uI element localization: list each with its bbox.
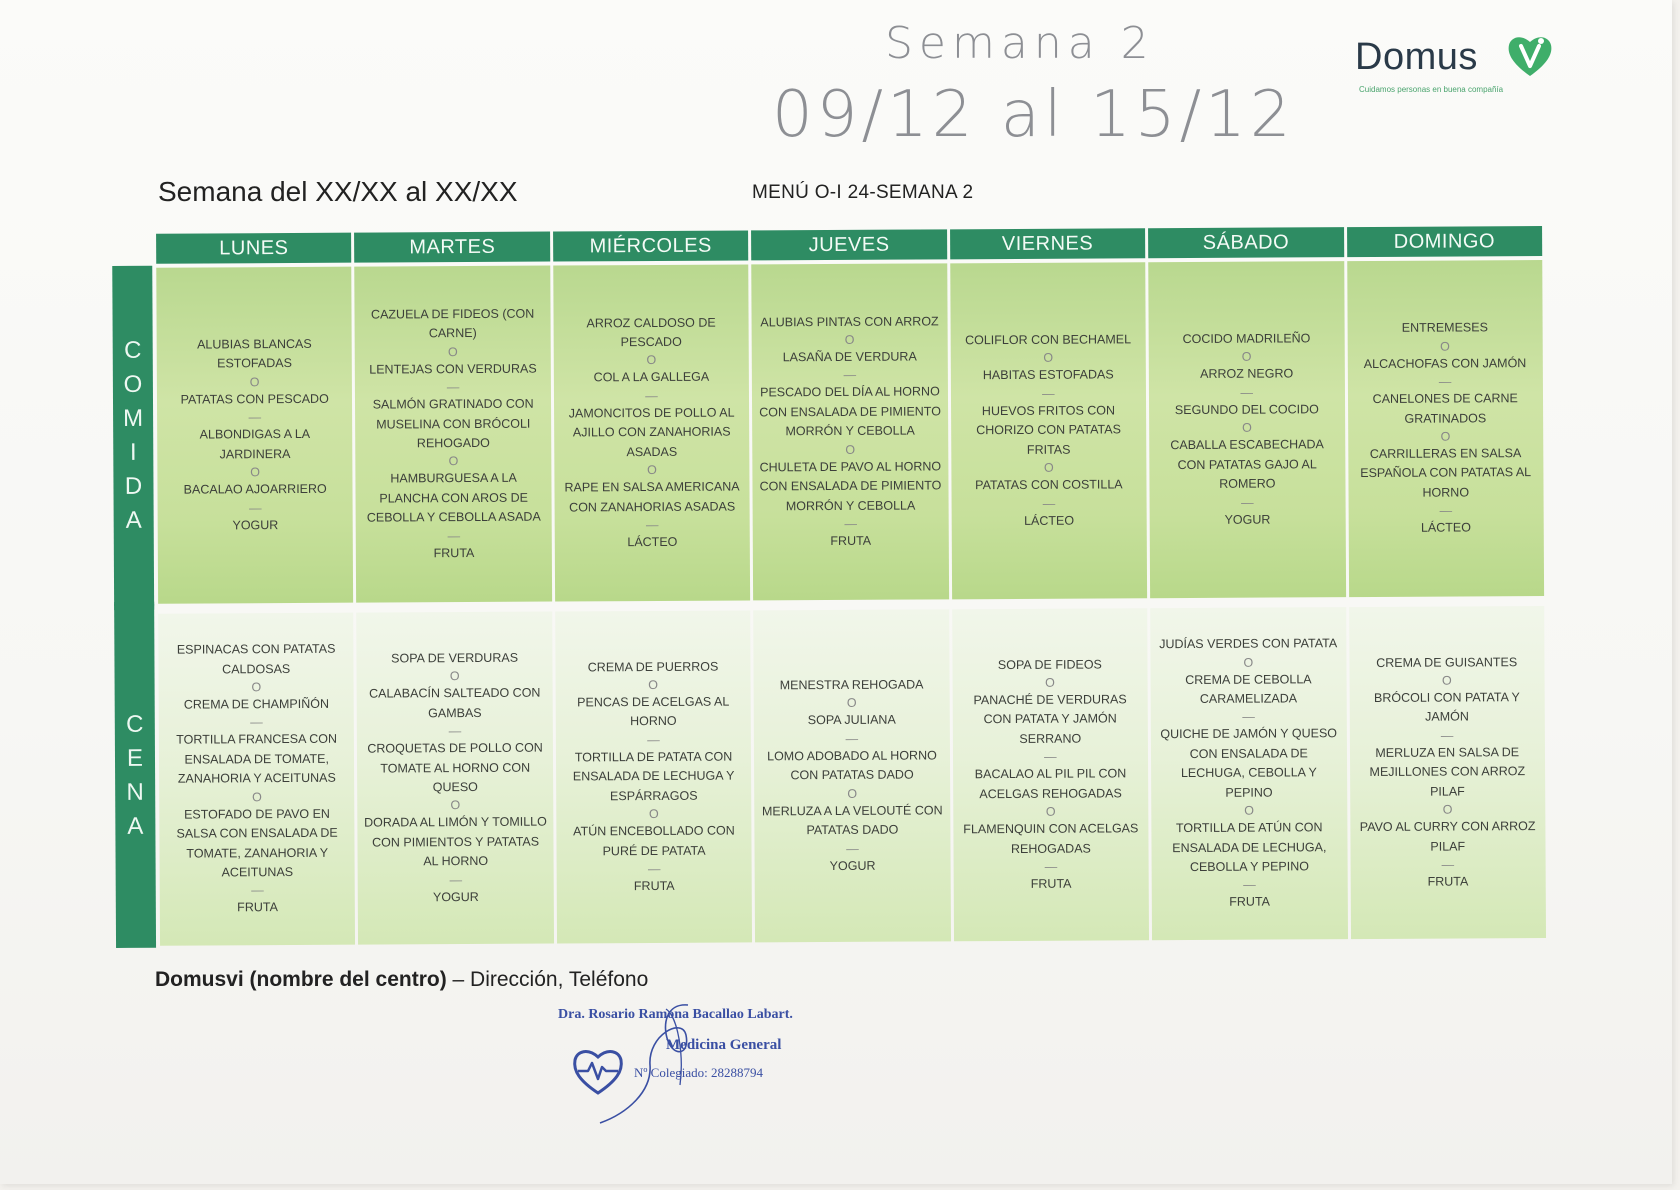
- handwritten-week: Semana 2: [885, 18, 1155, 69]
- dish-separator: O: [847, 786, 858, 801]
- dish-separator: —: [843, 368, 857, 383]
- dish-separator: —: [448, 724, 462, 739]
- dish-item: SALMÓN GRATINADO CON MUSELINA CON BRÓCOLI REHOGADO: [372, 396, 534, 451]
- dish-item: SOPA DE FIDEOS: [997, 657, 1102, 672]
- dish-item: TORTILLA DE PATATA CON ENSALADA DE LECHUGA Y ESPÁRRAGOS: [572, 749, 735, 803]
- dish-separator: O: [1441, 673, 1452, 688]
- day-header-miercoles: MIÉRCOLES: [553, 230, 749, 261]
- dish-item: FLAMENQUIN CON ACELGAS REHOGADAS: [963, 821, 1139, 856]
- dish-item: LASAÑA DE VERDURA: [782, 349, 917, 365]
- dish-item: ATÚN ENCEBOLLADO CON PURÉ DE PATATA: [573, 823, 735, 858]
- dish-separator: O: [1440, 339, 1450, 354]
- dish-separator: O: [1045, 675, 1055, 690]
- dish-item: PATATAS CON COSTILLA: [975, 477, 1123, 493]
- dish-item: SEGUNDO DEL COCIDO: [1174, 402, 1319, 417]
- dish-separator: —: [1241, 495, 1254, 510]
- dish-separator: —: [449, 872, 463, 887]
- dish-item: SOPA JULIANA: [807, 713, 896, 728]
- dish-item: LENTEJAS CON VERDURAS: [369, 361, 537, 377]
- dish-separator: O: [844, 332, 855, 347]
- stamp-specialty: Medicina General: [666, 1037, 782, 1053]
- dish-item: ALCACHOFAS CON JAMÓN: [1363, 355, 1527, 371]
- dish-separator: —: [1441, 857, 1455, 872]
- dish-item: ARROZ CALDOSO DE PESCADO: [586, 315, 716, 350]
- dish-separator: —: [647, 861, 661, 876]
- day-header-sabado: SÁBADO: [1148, 227, 1344, 258]
- dish-item: CROQUETAS DE POLLO CON TOMATE AL HORNO CON QUESO: [367, 740, 543, 795]
- dish-separator: —: [1044, 750, 1057, 765]
- menu-table: [112, 214, 1556, 948]
- dish-separator: O: [1442, 802, 1453, 817]
- menu-cell-comida-lunes: [156, 267, 353, 604]
- menu-cell-cena-jueves: [753, 609, 950, 942]
- dish-item: FRUTA: [830, 533, 872, 548]
- dish-separator: O: [249, 375, 260, 390]
- dish-item: CHULETA DE PAVO AL HORNO CON ENSALADA DE PIMIENTO MORRÓN Y CEBOLLA: [759, 459, 942, 513]
- dish-item: LÁCTEO: [1420, 520, 1472, 535]
- menu-cell-cena-martes: [357, 612, 554, 945]
- dish-item: YOGUR: [829, 858, 876, 873]
- dish-item: COL A LA GALLEGA: [593, 370, 710, 385]
- dish-item: FRUTA: [237, 900, 278, 915]
- week-title: Semana del XX/XX al XX/XX: [158, 176, 518, 207]
- dish-item: YOGUR: [1224, 512, 1271, 527]
- dish-item: PESCADO DEL DÍA AL HORNO CON ENSALADA DE PIMIENTO MORRÓN Y CEBOLLA: [759, 384, 941, 439]
- dish-separator: O: [1244, 803, 1255, 818]
- dish-item: RAPE EN SALSA AMERICANA CON ZANAHORIAS ASADAS: [564, 479, 740, 514]
- menu-cell-comida-jueves: [752, 263, 949, 600]
- dish-item: BACALAO AL PIL PIL CON ACELGAS REHOGADAS: [974, 766, 1127, 801]
- handwritten-dates: 09/12 al 15/12: [772, 78, 1295, 152]
- heart-leaf-icon: [1505, 32, 1555, 78]
- section-letter: E: [126, 744, 144, 772]
- menu-cell-comida-martes: [355, 266, 552, 603]
- dish-separator: —: [645, 517, 659, 532]
- dish-item: HAMBURGUESA A LA PLANCHA CON AROS DE CEBOLLA Y CEBOLLA ASADA: [366, 471, 541, 525]
- footer-contact: – Dirección, Teléfono: [446, 968, 649, 991]
- dish-separator: O: [845, 442, 856, 457]
- section-letter: C: [123, 336, 142, 364]
- menu-cell-comida-viernes: [950, 262, 1147, 599]
- dish-item: ENTREMESES: [1401, 320, 1488, 336]
- section-letter: A: [125, 506, 142, 534]
- dish-separator: O: [250, 465, 261, 480]
- dish-separator: O: [1243, 655, 1254, 670]
- dish-separator: O: [251, 680, 262, 695]
- dish-item: HUEVOS FRITOS CON CHORIZO CON PATATAS FRITAS: [976, 403, 1121, 457]
- dish-separator: O: [646, 353, 657, 368]
- dish-separator: —: [645, 388, 658, 403]
- dish-item: FRUTA: [633, 878, 675, 894]
- dish-separator: —: [647, 732, 660, 747]
- day-header-jueves: JUEVES: [751, 229, 947, 260]
- day-header-domingo: DOMINGO: [1347, 226, 1543, 257]
- stamp-license-number: Nº Colegiado: 28288794: [634, 1065, 763, 1080]
- dish-item: FRUTA: [433, 545, 475, 560]
- dish-separator: O: [252, 789, 262, 804]
- dish-item: ARROZ NEGRO: [1200, 366, 1294, 382]
- dish-separator: O: [1043, 351, 1054, 366]
- dish-separator: O: [647, 463, 657, 478]
- section-letter: C: [126, 710, 144, 738]
- dish-item: JAMONCITOS DE POLLO AL AJILLO CON ZANAHORIAS ASADAS: [568, 405, 735, 459]
- dish-item: CABALLA ESCABECHADA CON PATATAS GAJO AL ROMERO: [1170, 437, 1324, 491]
- dish-item: QUICHE DE JAMÓN Y QUESO CON ENSALADA DE LECHUGA, CEBOLLA Y PEPINO: [1160, 726, 1338, 800]
- dish-separator: —: [249, 500, 262, 515]
- logo-wordmark: Domus: [1355, 36, 1478, 78]
- dish-item: CREMA DE GUISANTES: [1376, 654, 1518, 670]
- dish-item: TORTILLA DE ATÚN CON ENSALADA DE LECHUGA, CEBOLLA Y PEPINO: [1172, 820, 1327, 874]
- comida-row: [156, 260, 1544, 604]
- dish-separator: O: [1043, 460, 1054, 475]
- dish-item: ALBONDIGAS A LA JARDINERA: [199, 427, 311, 462]
- dish-item: SOPA DE VERDURAS: [391, 650, 519, 666]
- dish-separator: —: [447, 528, 461, 543]
- dish-item: DORADA AL LIMÓN Y TOMILLO CON PIMIENTOS Y PATATAS AL HORNO: [364, 814, 547, 869]
- section-letter: A: [127, 812, 144, 840]
- dish-separator: O: [449, 669, 460, 684]
- section-label-comida: [112, 266, 154, 606]
- dish-item: CALABACÍN SALTEADO CON GAMBAS: [369, 685, 541, 721]
- dish-item: ESPINACAS CON PATATAS CALDOSAS: [176, 642, 336, 677]
- dish-item: FRUTA: [1030, 876, 1072, 891]
- dish-item: YOGUR: [432, 889, 479, 904]
- dish-item: COCIDO MADRILEÑO: [1182, 331, 1311, 347]
- stamp-doctor-name: Dra. Rosario Ramona Bacallao Labart.: [558, 1007, 793, 1022]
- footer-center-name: Domusvi (nombre del centro): [155, 968, 447, 991]
- domusvi-logo: [1355, 30, 1565, 100]
- section-letter: N: [126, 778, 144, 806]
- dish-separator: —: [1042, 386, 1055, 401]
- dish-item: MERLUZA EN SALSA DE MEJILLONES CON ARROZ PILAF: [1369, 745, 1526, 799]
- dish-item: MERLUZA A LA VELOUTÉ CON PATATAS DADO: [761, 803, 943, 838]
- dish-separator: —: [1042, 496, 1056, 511]
- dish-separator: O: [450, 798, 461, 813]
- dish-item: YOGUR: [232, 517, 279, 532]
- signature-scribble: [588, 995, 728, 1127]
- menu-cell-cena-lunes: [158, 613, 355, 946]
- dish-item: LÁCTEO: [627, 534, 678, 550]
- menu-cell-comida-miércoles: [553, 264, 750, 601]
- dish-separator: O: [648, 678, 659, 693]
- dish-separator: —: [846, 841, 859, 856]
- dish-separator: —: [1243, 877, 1256, 893]
- dish-separator: O: [448, 454, 459, 469]
- dish-separator: —: [1044, 859, 1058, 874]
- dish-separator: —: [1240, 385, 1254, 400]
- doctor-stamp: [548, 995, 828, 1135]
- dish-separator: O: [1440, 429, 1451, 444]
- menu-code: MENÚ O-I 24-SEMANA 2: [752, 182, 974, 203]
- dish-item: FRUTA: [1427, 874, 1469, 889]
- day-header-row: [156, 226, 1542, 264]
- section-letter: D: [124, 472, 143, 500]
- section-label-cena: [114, 604, 156, 948]
- dish-separator: —: [251, 883, 264, 898]
- dish-item: CREMA DE CEBOLLA CARAMELIZADA: [1185, 671, 1312, 707]
- footer-center-info: [155, 968, 648, 992]
- dish-separator: —: [844, 516, 857, 531]
- dish-separator: —: [1440, 728, 1454, 743]
- dish-separator: —: [248, 410, 262, 425]
- day-header-viernes: VIERNES: [950, 228, 1146, 259]
- dish-separator: —: [446, 380, 460, 395]
- dish-item: PENCAS DE ACELGAS AL HORNO: [577, 694, 730, 729]
- dish-item: ESTOFADO DE PAVO EN SALSA CON ENSALADA DE TOMATE, ZANAHORIA Y ACEITUNAS: [176, 806, 338, 880]
- dish-item: CREMA DE CHAMPIÑÓN: [183, 696, 330, 712]
- dish-separator: —: [1439, 503, 1453, 518]
- dish-separator: O: [1241, 350, 1252, 365]
- dish-item: PATATAS CON PESCADO: [180, 391, 329, 407]
- menu-cell-cena-sábado: [1150, 607, 1347, 940]
- dish-item: ALUBIAS PINTAS CON ARROZ: [760, 314, 939, 330]
- section-letter: O: [123, 370, 143, 398]
- cena-row: [158, 606, 1546, 946]
- dish-item: HABITAS ESTOFADAS: [982, 367, 1114, 383]
- dish-separator: O: [648, 807, 659, 822]
- dish-item: COLIFLOR CON BECHAMEL: [965, 332, 1132, 348]
- dish-item: CREMA DE PUERROS: [587, 659, 719, 675]
- menu-cell-comida-sábado: [1148, 261, 1345, 598]
- dish-item: CARRILLERAS EN SALSA ESPAÑOLA CON PATATAS AL HORNO: [1360, 446, 1532, 500]
- dish-item: CANELONES DE CARNE GRATINADOS: [1372, 391, 1518, 426]
- dish-item: JUDÍAS VERDES CON PATATA: [1159, 636, 1338, 652]
- menu-cell-cena-viernes: [952, 608, 1149, 941]
- day-header-lunes: LUNES: [156, 233, 352, 264]
- dish-item: BACALAO AJOARRIERO: [183, 481, 327, 497]
- dish-separator: O: [447, 344, 458, 359]
- dish-item: PANACHÉ DE VERDURAS CON PATATA Y JAMÓN SERRANO: [973, 692, 1127, 746]
- dish-item: PAVO AL CURRY CON ARROZ PILAF: [1359, 819, 1536, 854]
- menu-cell-cena-miércoles: [555, 610, 752, 943]
- dish-item: LÁCTEO: [1024, 513, 1075, 528]
- dish-item: ALUBIAS BLANCAS ESTOFADAS: [197, 336, 312, 371]
- dish-separator: O: [1045, 804, 1056, 819]
- menu-cell-comida-domingo: [1347, 260, 1544, 597]
- dish-separator: —: [1438, 374, 1452, 389]
- dish-item: FRUTA: [1229, 894, 1271, 910]
- dish-separator: O: [846, 696, 857, 711]
- menu-cell-cena-domingo: [1349, 606, 1546, 939]
- dish-item: BRÓCOLI CON PATATA Y JAMÓN: [1373, 690, 1520, 725]
- day-header-martes: MARTES: [354, 232, 550, 263]
- dish-separator: —: [1242, 710, 1255, 725]
- dish-item: CAZUELA DE FIDEOS (CON CARNE): [370, 306, 535, 341]
- dish-separator: —: [250, 715, 263, 730]
- dish-item: LOMO ADOBADO AL HORNO CON PATATAS DADO: [767, 748, 937, 783]
- dish-separator: O: [1242, 420, 1252, 435]
- dish-item: MENESTRA REHOGADA: [779, 677, 924, 693]
- dish-separator: —: [845, 731, 859, 746]
- logo-tagline: Cuidamos personas en buena compañía: [1359, 85, 1504, 94]
- section-letter: I: [129, 438, 137, 466]
- section-letter: M: [123, 404, 144, 432]
- dish-item: TORTILLA FRANCESA CON ENSALADA DE TOMATE, ZANAHORIA Y ACEITUNAS: [176, 732, 337, 786]
